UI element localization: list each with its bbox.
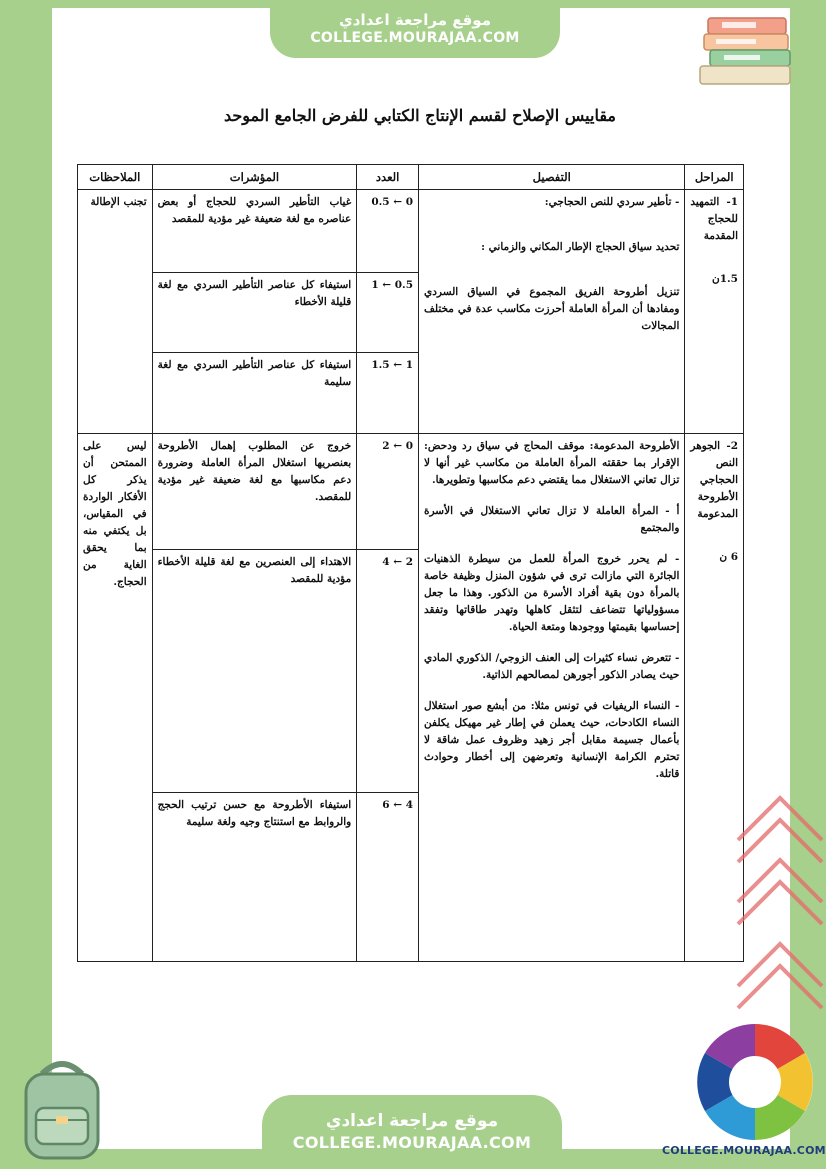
indicator-cell: خروج عن المطلوب إهمال الأطروحة بعنصريها استغلال المرأة العاملة وضرورة دعم مكاسبها مع لغة ضعيفة غير مؤدية للمقصد. xyxy=(152,433,357,549)
site-name: موقع مراجعة اعدادي xyxy=(325,1111,499,1131)
indicator-cell: غياب التأطير السردي للحجاج أو بعض عناصره مع لغة ضعيفة غير مؤدية للمقصد xyxy=(152,190,357,273)
grade-cell: 1 ← 1.5 xyxy=(357,352,419,433)
logo-caption: COLLEGE.MOURAJAA.COM xyxy=(662,1144,826,1157)
header-indicators: المؤشرات xyxy=(152,165,357,190)
header-details: التفصيل xyxy=(419,165,685,190)
books-icon xyxy=(694,14,800,94)
indicator-cell: استيفاء كل عناصر التأطير السردي مع لغة سليمة xyxy=(152,352,357,433)
detail-line: - لم يحرر خروج المرأة للعمل من سيطرة الذهنيات الجائرة التي مازالت ترى في شؤون المنزل وظيفة خاصة بالمرأة دون بقية أفراد الأسرة من الذكور. وهذا ما جعل مسؤولياتها تتضاعف لتثقل كاهلها وتهدر طاقاتها وتفقد إحساسها بقيمتها ووجودها ومتعة الحياة. xyxy=(424,552,680,633)
backpack-icon xyxy=(12,1056,112,1164)
details-cell-core xyxy=(419,433,685,961)
detail-line: تنزيل أطروحة الفريق المجموع في السياق السردي ومفادها أن المرأة العاملة أحرزت مكاسب عدة في مختلف المجالات xyxy=(424,286,680,332)
stage-points: 1.5ن xyxy=(712,273,738,285)
indicator-cell: الاهتداء إلى العنصرين مع لغة قليلة الأخطاء مؤدية للمقصد xyxy=(152,549,357,793)
detail-line: أ - المرأة العاملة لا تزال تعاني الاستغلال في الأسرة والمجتمع xyxy=(424,504,680,534)
grade-cell: 0 ← 2 xyxy=(357,433,419,549)
table-header-row xyxy=(78,165,744,190)
header-site-badge[interactable] xyxy=(270,0,560,58)
indicator-cell: استيفاء الأطروحة مع حسن ترتيب الحجج والروابط مع استنتاج وجيه ولغة سليمة xyxy=(152,793,357,962)
grade-cell: 4 ← 6 xyxy=(357,793,419,962)
frame-left xyxy=(0,0,52,1169)
footer-site-badge[interactable] xyxy=(262,1095,562,1169)
grade-cell: 2 ← 4 xyxy=(357,549,419,793)
document-title: مقاييس الإصلاح لقسم الإنتاج الكتابي للفرض الجامع الموحد xyxy=(223,106,616,125)
table-row xyxy=(78,190,744,273)
stage-title: 2- الجوهر النص الحجاجي xyxy=(690,439,738,486)
stage-points: 6 ن xyxy=(719,550,738,563)
site-url: COLLEGE.MOURAJAA.COM xyxy=(310,30,520,46)
site-logo-icon[interactable] xyxy=(694,1020,816,1144)
note-cell-intro: تجنب الإطالة xyxy=(78,190,153,434)
note-cell-core: ليس على الممتحن أن يذكر كل الأفكار الواردة في المقياس، بل يكتفي منه بما يحقق الغاية من الحجاج. xyxy=(78,433,153,961)
details-cell-intro xyxy=(419,190,685,434)
grade-cell: 0.5 ← 1 xyxy=(357,273,419,352)
stage-cell-intro xyxy=(685,190,744,434)
detail-line: - تأطير سردي للنص الحجاجي: xyxy=(544,196,680,208)
site-name: موقع مراجعة اعدادي xyxy=(339,11,491,29)
grade-cell: 0 ← 0.5 xyxy=(357,190,419,273)
detail-line: تحديد سياق الحجاج الإطار المكاني والزماني : xyxy=(481,241,680,253)
stage-title: 1- التمهيد للحجاج المقدمة xyxy=(690,196,738,242)
chevron-decoration-icon xyxy=(730,790,826,1040)
indicator-cell: استيفاء كل عناصر التأطير السردي مع لغة قليلة الأخطاء xyxy=(152,273,357,352)
grading-rubric-table xyxy=(77,164,744,962)
detail-line: الأطروحة المدعومة: موقف المحاج في سياق رد ودحض: الإقرار بما حققته المرأة العاملة من مكاسب غير أنها لا تزال تعاني الاستغلال مما يقتضي دعم مكاسبها وتطويرها. xyxy=(424,439,680,486)
detail-line: - تتعرض نساء كثيرات إلى العنف الزوجي/ الذكوري المادي حيث يصادر الذكور أجورهن لمصالحهم الذاتية. xyxy=(424,651,680,681)
header-grade: العدد xyxy=(357,165,419,190)
table-row xyxy=(78,433,744,549)
stage-subtitle: الأطروحة المدعومة xyxy=(697,490,738,520)
site-url: COLLEGE.MOURAJAA.COM xyxy=(292,1133,532,1152)
header-notes: الملاحظات xyxy=(78,165,153,190)
detail-line: - النساء الريفيات في تونس مثلا: من أبشع صور استغلال النساء الكادحات، حيث يعملن في إطار غير مهيكل يكلفن بأعمال جسيمة مقابل أجر زهيد وظروف عمل شاقة لا تحترم الكرامة الإنسانية وتعرضهن إلى أخطار وحوادث قاتلة. xyxy=(424,699,680,780)
header-stages: المراحل xyxy=(685,165,744,190)
